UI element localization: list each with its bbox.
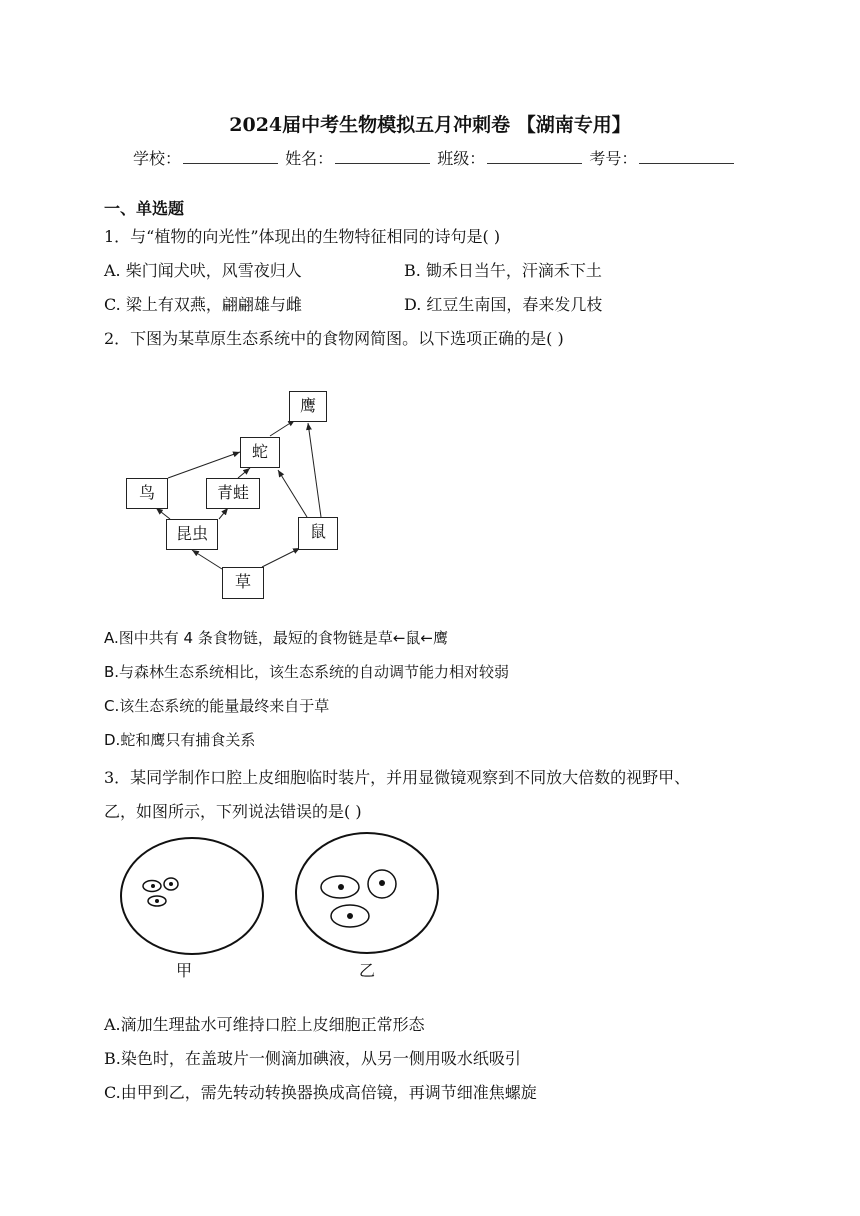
q1-option-d[interactable]: D. 红豆生南国，春来发几枝 (404, 295, 603, 314)
q3-option-c[interactable]: C.由甲到乙，需先转动转换器换成高倍镜，再调节细准焦螺旋 (104, 1083, 537, 1102)
node-insect: 昆虫 (166, 519, 218, 550)
node-bird: 鸟 (126, 478, 168, 509)
q2-option-c[interactable]: C.该生态系统的能量最终来自于草 (104, 697, 330, 715)
node-mouse: 鼠 (298, 517, 338, 550)
q2-option-b[interactable]: B.与森林生态系统相比，该生态系统的自动调节能力相对较弱 (104, 663, 510, 681)
school-blank[interactable] (183, 149, 278, 164)
nucleus-jia-1 (151, 884, 155, 888)
q2-option-d[interactable]: D.蛇和鹰只有捕食关系 (104, 731, 256, 749)
cell-yi-3 (331, 905, 369, 927)
q3-stem-line2: 乙，如图所示，下列说法错误的是( ) (104, 802, 362, 821)
q3-stem-line1: 3．某同学制作口腔上皮细胞临时装片，并用显微镜观察到不同放大倍数的视野甲、 (104, 768, 691, 787)
node-snake: 蛇 (240, 437, 280, 468)
q3-option-a[interactable]: A.滴加生理盐水可维持口腔上皮细胞正常形态 (104, 1015, 425, 1034)
nucleus-yi-1 (338, 884, 344, 890)
label-jia: 甲 (176, 961, 193, 980)
q2-stem: 2．下图为某草原生态系统中的食物网简图。以下选项正确的是( ) (104, 329, 564, 348)
cell-jia-3 (148, 896, 166, 906)
nucleus-yi-2 (379, 880, 385, 886)
cell-jia-2 (164, 878, 178, 890)
student-info-line (133, 146, 736, 169)
class-label: 班级： (437, 149, 486, 168)
node-eagle: 鹰 (289, 391, 327, 422)
cell-jia-1 (143, 881, 161, 892)
q3-option-b[interactable]: B.染色时，在盖玻片一侧滴加碘液，从另一侧用吸水纸吸引 (104, 1049, 521, 1068)
number-blank[interactable] (639, 149, 734, 164)
q2-option-a[interactable]: A.图中共有 4 条食物链，最短的食物链是草←鼠←鹰 (104, 629, 448, 647)
section-heading: 一、单选题 (104, 199, 185, 218)
cell-yi-1 (321, 876, 359, 898)
cell-yi-2 (368, 870, 396, 898)
nucleus-jia-2 (169, 882, 173, 886)
field-jia (121, 838, 263, 954)
nucleus-yi-3 (347, 913, 353, 919)
q1-option-c[interactable]: C. 梁上有双燕，翩翩雄与雌 (104, 295, 302, 314)
nucleus-jia-3 (155, 899, 159, 903)
node-frog: 青蛙 (206, 478, 260, 509)
page-title: 2024届中考生物模拟五月冲刺卷 【湖南专用】 (229, 114, 631, 136)
school-label: 学校： (133, 149, 182, 168)
node-grass: 草 (222, 567, 264, 599)
class-blank[interactable] (487, 149, 582, 164)
number-label: 考号： (589, 149, 638, 168)
label-yi: 乙 (359, 961, 376, 980)
name-blank[interactable] (335, 149, 430, 164)
q1-stem: 1．与“植物的向光性”体现出的生物特征相同的诗句是( ) (104, 227, 501, 246)
name-label: 姓名： (285, 149, 334, 168)
field-yi (296, 833, 438, 953)
q1-option-a[interactable]: A. 柴门闻犬吠，风雪夜归人 (104, 261, 302, 280)
q1-option-b[interactable]: B. 锄禾日当午，汗滴禾下土 (404, 261, 602, 280)
